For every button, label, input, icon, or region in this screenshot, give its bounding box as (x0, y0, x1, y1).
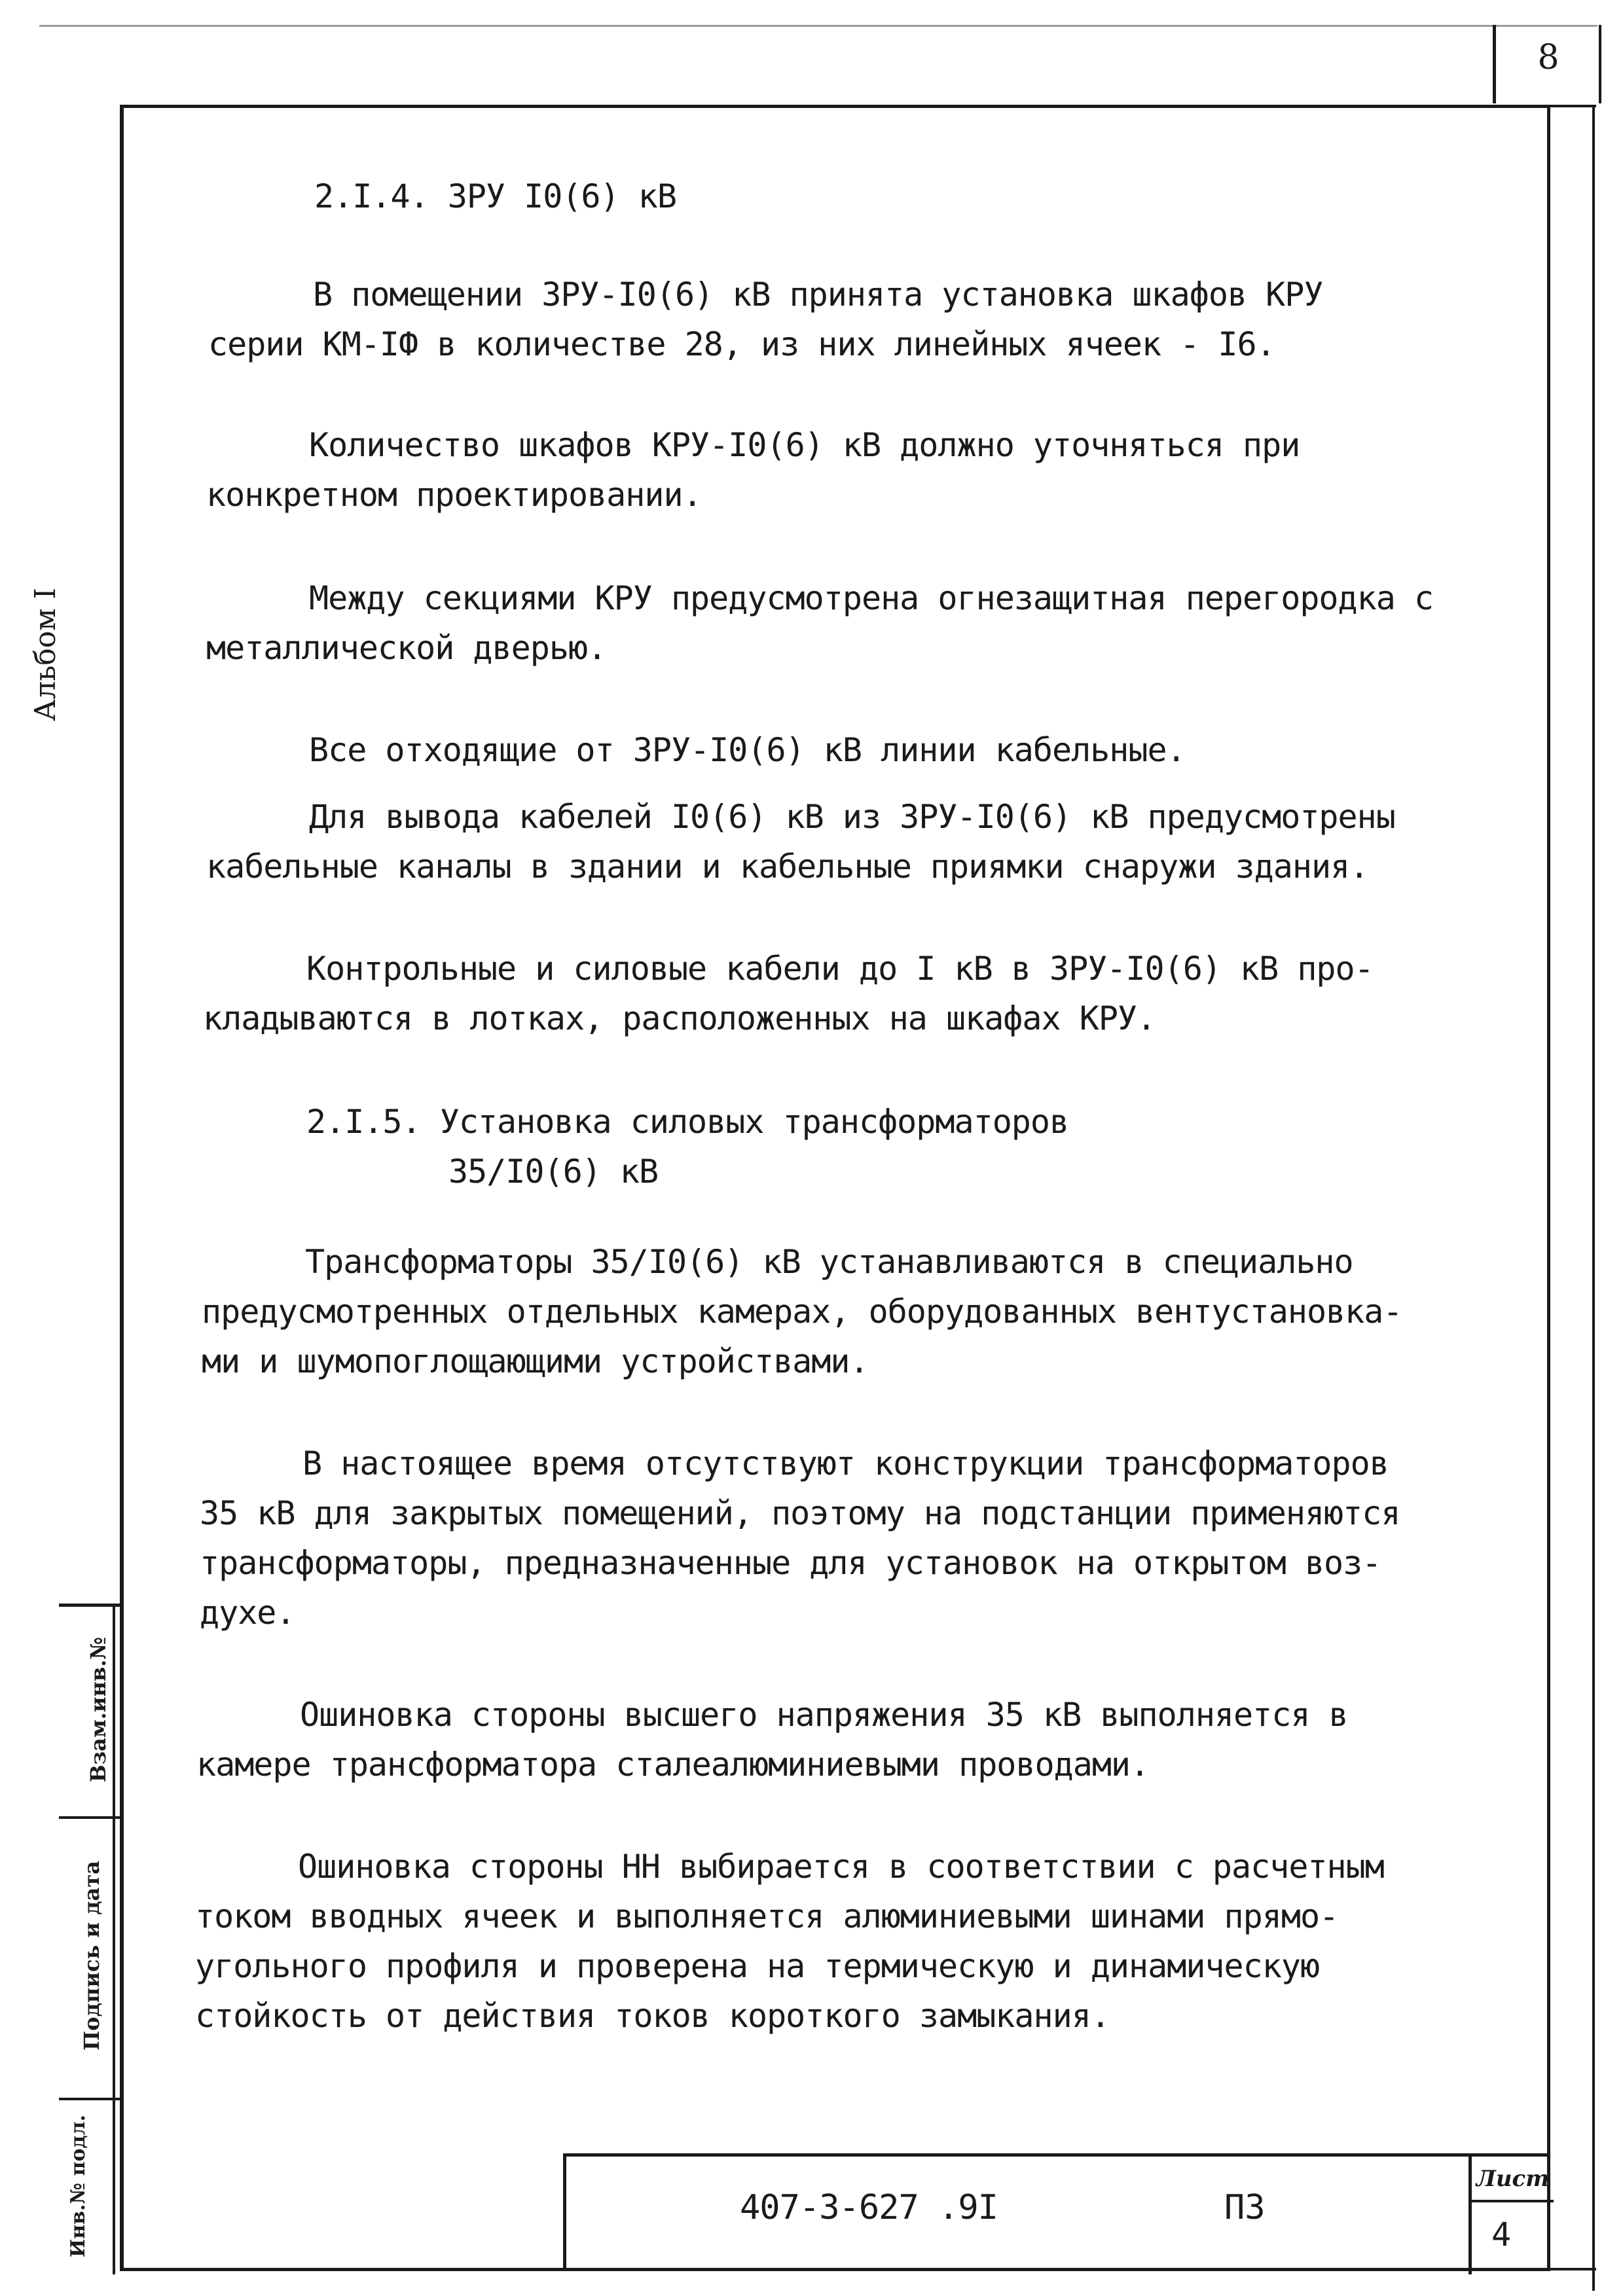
top-rule (39, 25, 1597, 27)
paragraph-2-line-1: Количество шкафов КРУ-I0(6) кВ должно уточняться при (309, 426, 1300, 464)
paragraph-1-line-1: В помещении ЗРУ-I0(6) кВ принята установка шкафов КРУ (313, 276, 1323, 314)
sheet-label: Лист (1476, 2166, 1550, 2192)
paragraph-10-line-3: угольного профиля и проверена на термическую и динамическую (195, 1947, 1320, 1985)
paragraph-5-line-2: кабельные каналы в здании и кабельные приямки снаружи здания. (206, 848, 1369, 886)
paragraph-8-line-3: трансформаторы, предназначенные для установок на открытом воз- (200, 1544, 1381, 1582)
sheet-cell-divider-horizontal (1468, 2200, 1554, 2202)
outer-right-rule (1592, 105, 1595, 2291)
title-block (563, 2153, 1550, 2271)
paragraph-2-line-2: конкретном проектировании. (206, 476, 702, 514)
paragraph-3-line-1: Между секциями КРУ предусмотрена огнезащитная перегородка с (309, 579, 1434, 617)
corner-box-right (1599, 25, 1601, 103)
paragraph-7-line-3: ми и шумопоглощающими устройствами. (202, 1342, 869, 1380)
document-type: ПЗ (1224, 2188, 1266, 2227)
paragraph-8-line-4: духе. (200, 1594, 295, 1632)
section-heading-2-1-5-line-2: 35/I0(6) кВ (448, 1153, 659, 1191)
bottom-rule-extension (1550, 2268, 1596, 2270)
sheet-cell-divider-vertical (1468, 2157, 1472, 2274)
paragraph-7-line-1: Трансформаторы 35/I0(6) кВ устанавливаются в специально (305, 1243, 1353, 1281)
album-label: Альбом I (29, 588, 62, 721)
top-right-joint (1550, 105, 1596, 107)
section-heading-2-1-5-line-1: 2.I.5. Установка силовых трансформаторов (306, 1103, 1069, 1141)
paragraph-6-line-1: Контрольные и силовые кабели до I кВ в ЗРУ-I0(6) кВ про- (306, 950, 1374, 988)
paragraph-1-line-2: серии КМ-IФ в количестве 28, из них линейных ячеек - I6. (208, 325, 1275, 363)
stamp-divider-2 (59, 2098, 120, 2100)
stamp-label-inventory-swap: Взам.инв.№ (86, 1636, 111, 1783)
paragraph-5-line-1: Для вывода кабелей I0(6) кВ из ЗРУ-I0(6) кВ предусмотрены (309, 798, 1395, 836)
page-corner-number: 8 (1537, 38, 1559, 77)
paragraph-4-line-1: Все отходящие от ЗРУ-I0(6) кВ линии кабельные. (309, 731, 1186, 769)
paragraph-10-line-2: током вводных ячеек и выполняется алюминиевыми шинами прямо- (195, 1897, 1339, 1935)
sheet-number: 4 (1491, 2215, 1512, 2253)
document-code: 407-3-627 .9I (740, 2188, 998, 2227)
left-stamp (59, 1604, 120, 2271)
paragraph-9-line-2: камере трансформатора сталеалюминиевыми проводами. (196, 1746, 1150, 1784)
stamp-divider-1 (59, 1816, 120, 1819)
paragraph-6-line-2: кладываются в лотках, расположенных на шкафах КРУ. (203, 999, 1156, 1037)
paragraph-3-line-2: металлической дверью. (206, 629, 607, 667)
paragraph-8-line-1: В настоящее время отсутствуют конструкции трансформаторов (302, 1444, 1389, 1482)
paragraph-7-line-2: предусмотренных отдельных камерах, оборудованных вентустановка- (202, 1293, 1402, 1331)
paragraph-8-line-2: 35 кВ для закрытых помещений, поэтому на подстанции применяются (200, 1494, 1400, 1532)
section-heading-2-1-4: 2.I.4. ЗРУ I0(6) кВ (314, 177, 676, 215)
paragraph-10-line-1: Ошиновка стороны НН выбирается в соответствии с расчетным (298, 1848, 1384, 1886)
stamp-label-signature-date: Подпись и дата (79, 1861, 104, 2051)
stamp-label-original-inventory: Инв.№ подл. (67, 2114, 90, 2258)
paragraph-9-line-1: Ошиновка стороны высшего напряжения 35 кВ выполняется в (300, 1696, 1348, 1734)
corner-box-left (1493, 25, 1496, 103)
paragraph-10-line-4: стойкость от действия токов короткого замыкания. (195, 1997, 1110, 2035)
